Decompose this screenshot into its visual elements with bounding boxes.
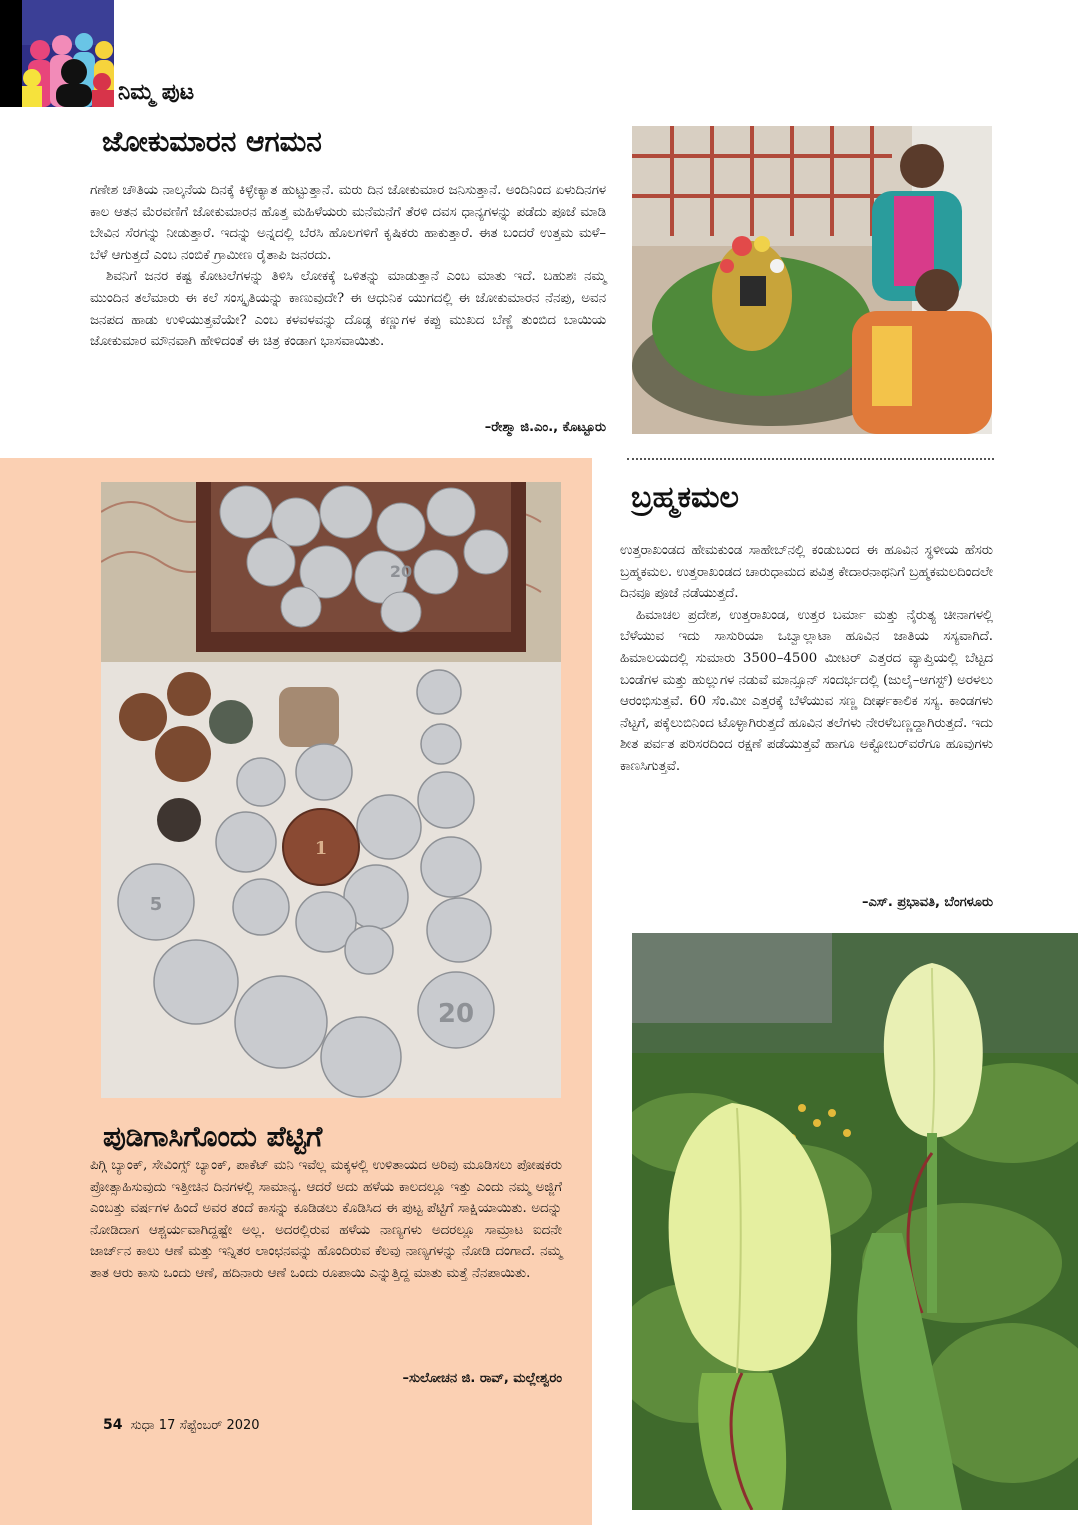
issue-date: 17 ಸೆಪ್ಟೆಂಬರ್ 2020 [158, 1418, 260, 1433]
brahmakamala-photo [632, 933, 1078, 1510]
article1-body [90, 180, 606, 353]
article3-paragraph: ಪಿಗ್ಗಿ ಬ್ಯಾಂಕ್, ಸೇವಿಂಗ್ಸ್ ಬ್ಯಾಂಕ್, ಪಾಕೆಟ್ ಮನಿ ಇವೆಲ್ಲ ಮಕ್ಕಳಲ್ಲಿ ಉಳಿತಾಯದ ಅರಿವು ಮೂಡಿಸಲು ಪೋಷಕರು ಪ್ರೋತ್ಸಾಹಿಸುವುದು ಇತ್ತೀಚಿನ ದಿನಗಳಲ್ಲಿ ಸಾಮಾನ್ಯ. ಆದರೆ ಅದು ಹಳೆಯ ಕಾಲದಲ್ಲೂ ಇತ್ತು ಎಂದು ನಮ್ಮ ಅಜ್ಜಿಗೆ ಎಂಬತ್ತು ವರ್ಷಗಳ ಹಿಂದೆ ಅವರ ತಂದೆ ಕಾಸನ್ನು ಕೂಡಿಡಲು ಕೊಡಿಸಿದ ಈ ಪುಟ್ಟ ಪೆಟ್ಟಿಗೆ ಸಾಕ್ಷಿಯಾಯಿತು. ಅದನ್ನು ನೋಡಿದಾಗ ಆಶ್ಚರ್ಯವಾಗಿದ್ದಷ್ಟೇ ಅಲ್ಲ. ಅದರಲ್ಲಿರುವ ಹಳೆಯ ನಾಣ್ಯಗಳು ಅದರಲ್ಲೂ ಸಾಮ್ರಾಟ ಐದನೇ ಜಾರ್ಜ್‌ನ ಕಾಲು ಆಣೆ ಮತ್ತು ಇನ್ನಿತರ ಲಾಂಛನವನ್ನು ಹೊಂದಿರುವ ಕೆಲವು ನಾಣ್ಯಗಳನ್ನು ನೋಡಿ ದಂಗಾದೆ. ನಮ್ಮ ತಾತ ಆರು ಕಾಸು ಒಂದು ಆಣೆ, ಹದಿನಾರು ಆಣೆ ಒಂದು ರೂಪಾಯಿ ಎನ್ನುತ್ತಿದ್ದ ಮಾತು ಮತ್ತೆ ನೆನಪಾಯಿತು. [90, 1158, 562, 1281]
coins-photo [101, 482, 561, 1098]
corner-black-bar [0, 0, 22, 107]
article1-paragraph: ಗಣೇಶ ಚೌತಿಯ ನಾಲ್ಕನೆಯ ದಿನಕ್ಕೆ ಕಿಳ್ಳೇಕ್ಯಾತ ಹುಟ್ಟುತ್ತಾನೆ. ಮರು ದಿನ ಜೋಕುಮಾರ ಜನಿಸುತ್ತಾನೆ. ಅಂದಿನಿಂದ ಏಳುದಿನಗಳ ಕಾಲ ಆತನ ಮೆರವಣಿಗೆ ಜೋಕುಮಾರನ ಹೊತ್ತ ಮಹಿಳೆಯರು ಮನೆಮನೆಗೆ ತೆರಳಿ ದವಸ ಧಾನ್ಯಗಳನ್ನು ಪಡೆದು ಪೂಜೆ ಮಾಡಿ ಬೇವಿನ ಸೆರಗನ್ನು ನೀಡುತ್ತಾರೆ. ಇದನ್ನು ಅನ್ನದಲ್ಲಿ ಬೆರಸಿ ಹೊಲಗಳಿಗೆ ಕೃಷಿಕರು ಹಾಕುತ್ತಾರೆ. ಈತ ಬಂದರೆ ಉತ್ತಮ ಮಳೆ– ಬೆಳೆ ಆಗುತ್ತದೆ ಎಂಬ ನಂಬಿಕೆ ಗ್ರಾಮೀಣ ರೈತಾಪಿ ಜನರದು. [90, 183, 606, 263]
article3-body [90, 1155, 562, 1285]
page-footer [103, 1417, 260, 1433]
jokumara-photo [632, 126, 992, 434]
magazine-name: ಸುಧಾ [130, 1418, 155, 1433]
coin-label: 20 [437, 999, 475, 1029]
coin-label: 1 [314, 838, 328, 859]
page-number: 54 [103, 1417, 123, 1433]
article2-paragraph: ಹಿಮಾಚಲ ಪ್ರದೇಶ, ಉತ್ತರಾಖಂಡ, ಉತ್ತರ ಬರ್ಮಾ ಮತ್ತು ನೈರುತ್ಯ ಚೀನಾಗಳಲ್ಲಿ ಬೆಳೆಯುವ ಇದು ಸಾಸುರಿಯಾ ಒಬ್ವಾಲ್ಲಾಟಾ ಹೂವಿನ ಜಾತಿಯ ಸಸ್ಯವಾಗಿದೆ. ಹಿಮಾಲಯದಲ್ಲಿ ಸುಮಾರು 3500–4500 ಮೀಟರ್ ಎತ್ತರದ ವ್ಯಾಪ್ತಿಯಲ್ಲಿ ಬೆಟ್ಟದ ಬಂಡೆಗಳ ಮತ್ತು ಹುಲ್ಲುಗಳ ನಡುವೆ ಮಾನ್ಸೂನ್ ಸಂದರ್ಭದಲ್ಲಿ (ಜುಲೈ–ಆಗಸ್ಟ್) ಅರಳಲು ಆರಂಭಿಸುತ್ತವೆ. 60 ಸೆಂ.ಮೀ ಎತ್ತರಕ್ಕೆ ಬೆಳೆಯುವ ಸಣ್ಣ ದೀರ್ಘಕಾಲಿಕ ಸಸ್ಯ. ಕಾಂಡಗಳು ನೆಟ್ಟಗೆ, ಪಕ್ಕೆಲುಬಿನಿಂದ ಟೊಳ್ಳಾಗಿರುತ್ತದೆ ಹೂವಿನ ತಲೆಗಳು ನೇರಳೆಬಣ್ಣದ್ದಾಗಿರುತ್ತದೆ. ಇದು ಶೀತ ಪರ್ವತ ಪರಿಸರದಿಂದ ರಕ್ಷಣೆ ಪಡೆಯುತ್ತವೆ ಹಾಗೂ ಅಕ್ಟೋಬರ್‌ವರೆಗೂ ಹೂವುಗಳು ಕಾಣಸಿಗುತ್ತವೆ. [620, 607, 993, 774]
article3-title: ಪುಡಿಗಾಸಿಗೊಂದು ಪೆಟ್ಟಿಗೆ [103, 1120, 323, 1153]
article1-title: ಜೋಕುಮಾರನ ಆಗಮನ [102, 125, 322, 158]
article2-title: ಬ್ರಹ್ಮಕಮಲ [631, 480, 739, 515]
article2-paragraph: ಉತ್ತರಾಖಂಡದ ಹೇಮಕುಂಡ ಸಾಹೇಬ್‌ನಲ್ಲಿ ಕಂಡುಬಂದ ಈ ಹೂವಿನ ಸ್ಥಳೀಯ ಹೆಸರು ಬ್ರಹ್ಮಕಮಲ. ಉತ್ತರಾಖಂಡದ ಚಾರುಧಾಮದ ಪವಿತ್ರ ಕೇದಾರನಾಥನಿಗೆ ಬ್ರಹ್ಮಕಮಲದಿಂದಲೇ ದಿನವೂ ಪೂಜೆ ನಡೆಯುತ್ತದೆ. [620, 543, 993, 602]
coin-label: 20 [389, 562, 413, 581]
coin-label: 5 [149, 894, 163, 915]
article2-byline: –ಎಸ್. ಪ್ರಭಾವತಿ, ಬೆಂಗಳೂರು [861, 895, 993, 910]
article1-byline: –ರೇಶ್ಮಾ ಜಿ.ಎಂ., ಕೊಟ್ಟೂರು [484, 420, 606, 435]
section-logo [22, 0, 114, 107]
section-label: ನಿಮ್ಮ ಪುಟ [118, 80, 195, 105]
section-divider [627, 458, 994, 460]
article2-body [620, 540, 993, 778]
article1-paragraph: ಶಿವನಿಗೆ ಜನರ ಕಷ್ಟ ಕೋಟಲೆಗಳನ್ನು ತಿಳಿಸಿ ಲೋಕಕ್ಕೆ ಒಳಿತನ್ನು ಮಾಡುತ್ತಾನೆ ಎಂಬ ಮಾತು ಇದೆ. ಬಹುಶಃ ನಮ್ಮ ಮುಂದಿನ ತಲೆಮಾರು ಈ ಕಲೆ ಸಂಸ್ಕೃತಿಯನ್ನು ಕಾಣುವುದೇ? ಈ ಆಧುನಿಕ ಯುಗದಲ್ಲಿ ಈ ಜೋಕುಮಾರನ ನೆನಪು, ಅವನ ಜನಪದ ಹಾಡು ಉಳಿಯುತ್ತವೆಯೇ? ಎಂಬ ಕಳವಳವನ್ನು ದೊಡ್ಡ ಕಣ್ಣುಗಳ ಕಪ್ಪು ಮುಖದ ಬೆಣ್ಣೆ ತುಂಬಿದ ಬಾಯಿಯ ಜೋಕುಮಾರ ಮೌನವಾಗಿ ಹೇಳಿದಂತೆ ಈ ಚಿತ್ರ ಕಂಡಾಗ ಭಾಸವಾಯಿತು. [90, 269, 606, 350]
article3-byline: –ಸುಲೋಚನ ಜಿ. ರಾವ್, ಮಲ್ಲೇಶ್ವರಂ [402, 1371, 562, 1386]
